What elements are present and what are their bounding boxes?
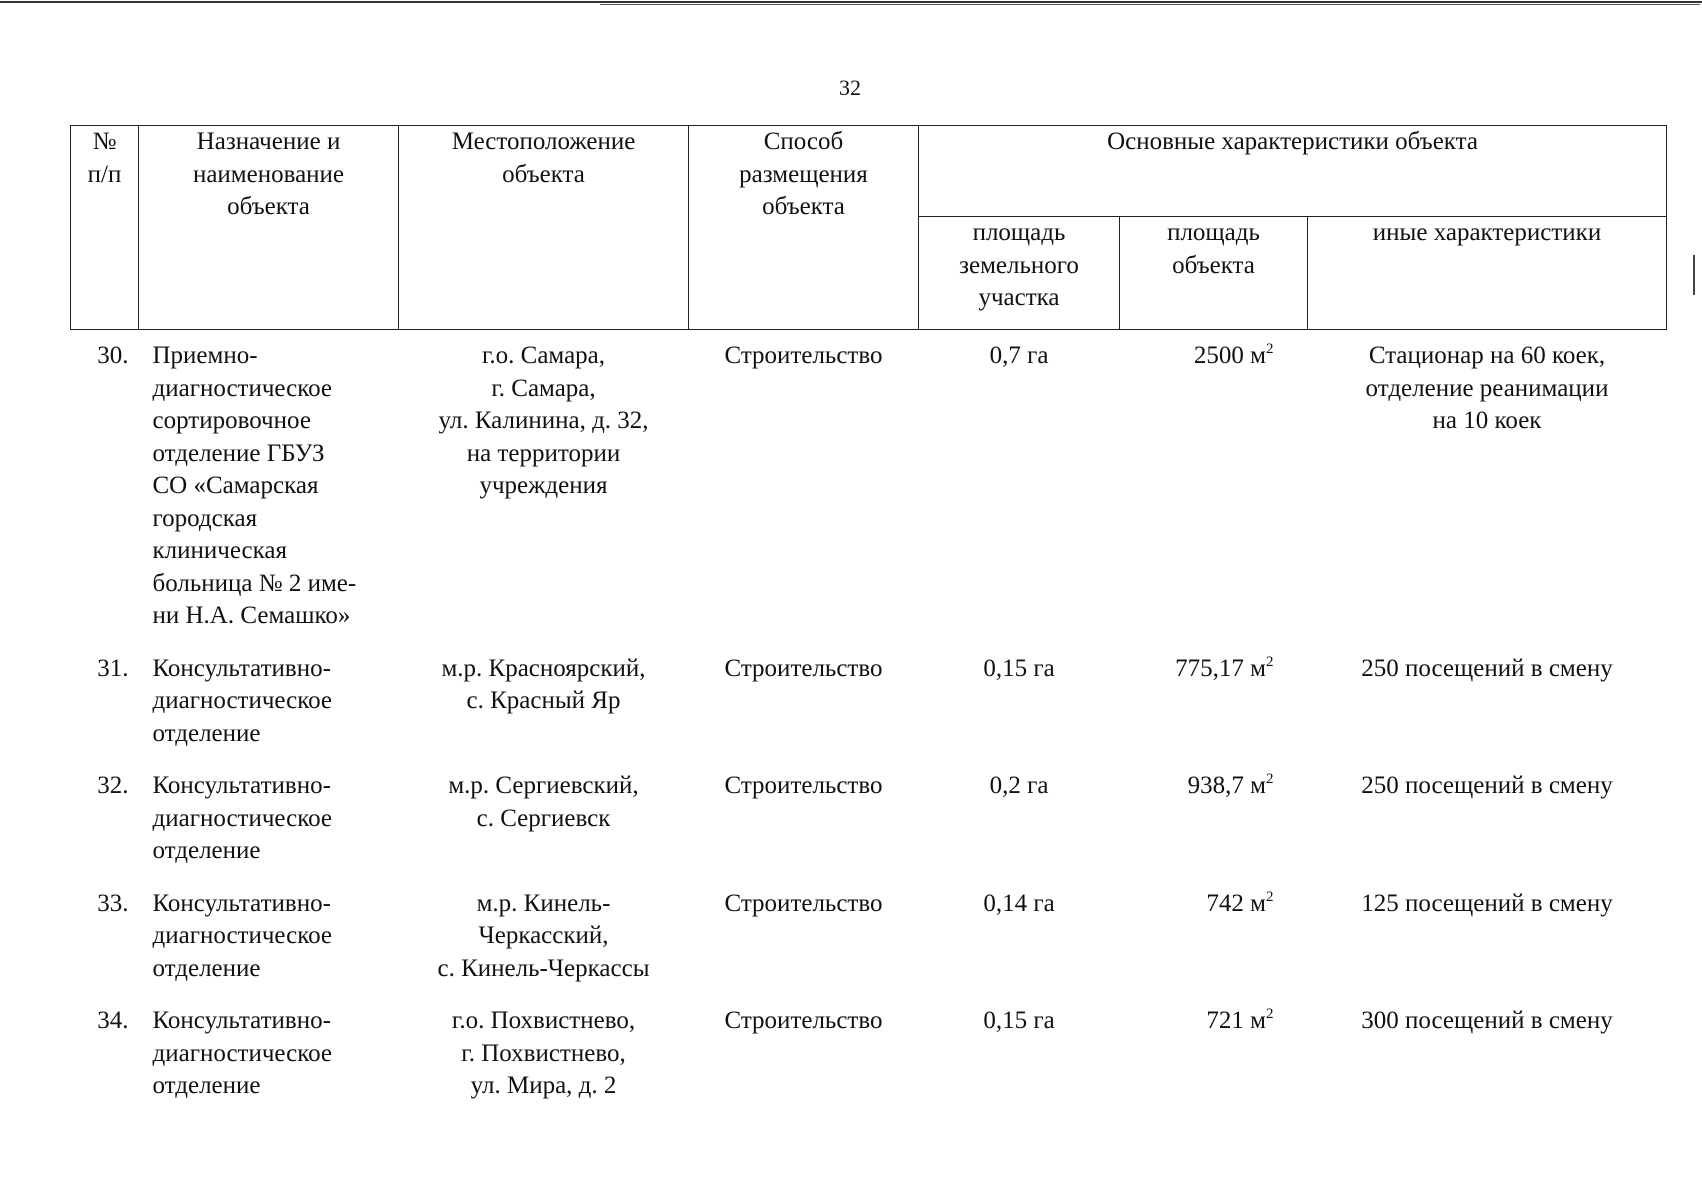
area-unit-exponent: 2 (1266, 1006, 1274, 1022)
cell-name: Консультативно- диагностическое отделение (152, 654, 333, 747)
header-num: № п/п (71, 126, 139, 330)
header-method: Способ размещения объекта (689, 126, 919, 330)
cell-object-area (1120, 878, 1308, 996)
cell-land-area: 0,15 га (983, 654, 1055, 682)
area-unit: м (1250, 772, 1266, 799)
cell-object-area (1120, 330, 1308, 643)
table-row (71, 643, 1667, 761)
area-unit-exponent: 2 (1266, 771, 1274, 787)
cell-name: Консультативно- диагностическое отделение (152, 772, 333, 864)
cell-num: 30. (97, 342, 129, 369)
cell-method: Строительство (724, 889, 883, 917)
area-value: 721 (1206, 1007, 1244, 1034)
area-value: 742 (1206, 889, 1244, 917)
header-object-area: площадь объекта (1120, 217, 1308, 330)
cell-land-area: 0,2 га (989, 772, 1049, 799)
area-value: 775,17 (1175, 654, 1244, 682)
cell-location: м.р. Красноярский, с. Красный Яр (441, 654, 646, 714)
scan-edge-mark (1693, 255, 1695, 295)
cell-object-area (1120, 760, 1308, 878)
cell-other: 300 посещений в смену (1361, 1007, 1613, 1034)
area-unit-exponent: 2 (1266, 341, 1274, 357)
cell-num: 32. (97, 772, 129, 799)
cell-location: м.р. Сергиевский, с. Сергиевск (448, 772, 639, 832)
table-body (71, 330, 1667, 1113)
page-number: 32 (839, 75, 861, 100)
area-unit: м (1250, 889, 1266, 917)
table-row (71, 995, 1667, 1113)
cell-name: Приемно- диагностическое сортировочное отделение ГБУЗ СО «Самарская городская клиническая больница № 2 име- ни Н.А. Семашко» (152, 342, 357, 629)
table-row (71, 760, 1667, 878)
header-name: Назначение и наименование объекта (139, 126, 399, 330)
cell-object-area (1120, 995, 1308, 1113)
cell-other: 250 посещений в смену (1361, 654, 1613, 682)
scan-edge-line (0, 1, 1702, 3)
header-location: Местоположение объекта (399, 126, 689, 330)
table-header (71, 126, 1667, 330)
area-unit-exponent: 2 (1266, 888, 1274, 905)
cell-name: Консультативно- диагностическое отделение (152, 1007, 333, 1099)
area-unit-exponent: 2 (1266, 653, 1274, 670)
cell-num: 33. (97, 889, 129, 917)
cell-other: Стационар на 60 коек, отделение реанимации на 10 коек (1365, 342, 1609, 434)
area-value: 938,7 (1187, 772, 1244, 799)
cell-object-area (1120, 643, 1308, 761)
cell-num: 34. (97, 1007, 129, 1034)
area-unit: м (1250, 654, 1266, 682)
cell-method: Строительство (724, 772, 883, 799)
cell-method: Строительство (724, 1007, 883, 1034)
cell-name: Консультативно- диагностическое отделение (152, 889, 333, 982)
cell-num: 31. (97, 654, 129, 682)
cell-land-area: 0,7 га (989, 342, 1049, 369)
cell-other: 250 посещений в смену (1361, 772, 1613, 799)
cell-land-area: 0,15 га (983, 1007, 1055, 1034)
cell-other: 125 посещений в смену (1361, 889, 1613, 917)
header-land-area: площадь земельного участка (919, 217, 1120, 330)
area-unit: м (1250, 342, 1266, 369)
cell-location: г.о. Похвистнево, г. Похвистнево, ул. Мира, д. 2 (451, 1007, 636, 1099)
cell-location: м.р. Кинель- Черкасский, с. Кинель-Черкассы (437, 889, 650, 982)
table-row (71, 878, 1667, 996)
objects-table (70, 125, 1667, 1113)
area-value: 2500 (1193, 342, 1244, 369)
cell-method: Строительство (724, 342, 883, 369)
cell-method: Строительство (724, 654, 883, 682)
cell-location: г.о. Самара, г. Самара, ул. Калинина, д. 32, на территории учреждения (438, 342, 649, 499)
header-main-characteristics: Основные характеристики объекта (919, 126, 1667, 217)
area-unit: м (1250, 1007, 1266, 1034)
table-row (71, 330, 1667, 643)
header-other-characteristics: иные характеристики (1308, 217, 1667, 330)
scan-edge-line-secondary (600, 4, 1700, 5)
cell-land-area: 0,14 га (983, 889, 1055, 917)
